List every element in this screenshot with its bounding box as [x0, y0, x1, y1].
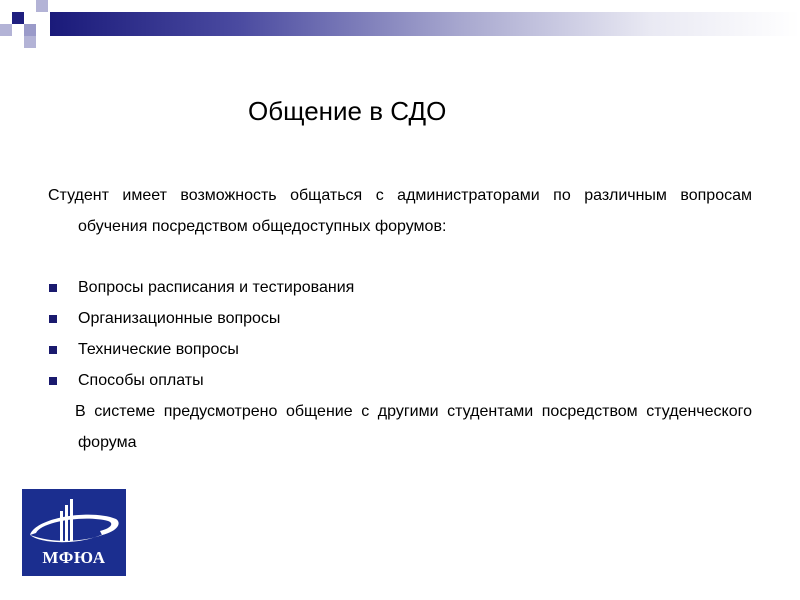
- header-square-lavender: [0, 24, 12, 36]
- list-item-text: Организационные вопросы: [78, 310, 281, 327]
- header-square-lavender: [36, 0, 48, 12]
- list-item: [48, 272, 752, 303]
- square-bullet-icon: [49, 284, 57, 292]
- list-item-text: Способы оплаты: [78, 372, 204, 389]
- slide-title: Общение в СДО: [248, 96, 447, 126]
- list-item-text: Вопросы расписания и тестирования: [78, 279, 355, 296]
- note-paragraph: В системе предусмотрено общение с другими студентами посредством студенческого форума: [75, 403, 752, 451]
- list-item: [48, 365, 752, 396]
- header-square-lavender: [24, 24, 36, 36]
- list-item-text: Технические вопросы: [78, 341, 239, 358]
- intro-paragraph: Студент имеет возможность общаться с администраторами по различным вопросам обучения посредством общедоступных форумов:: [48, 187, 752, 235]
- square-bullet-icon: [49, 377, 57, 385]
- header-gradient-band: [50, 12, 800, 36]
- square-bullet-icon: [49, 346, 57, 354]
- mfua-logo: [22, 489, 126, 576]
- header-square-lavender: [24, 36, 36, 48]
- list-item: [48, 334, 752, 365]
- bullet-list: [48, 272, 752, 396]
- list-item: [48, 303, 752, 334]
- slide-body: [48, 180, 752, 458]
- header-square-navy: [12, 12, 24, 24]
- square-bullet-icon: [49, 315, 57, 323]
- logo-text: МФЮА: [42, 548, 106, 567]
